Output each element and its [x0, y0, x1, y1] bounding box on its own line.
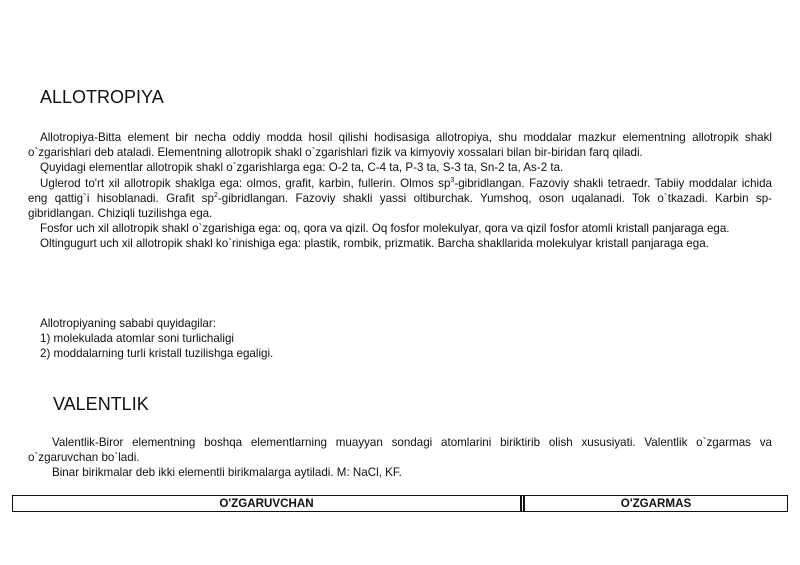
list-item: 1) molekulada atomlar soni turlichaligi: [40, 332, 234, 346]
section-heading-valentlik: VALENTLIK: [53, 394, 149, 414]
paragraph: Binar birikmalar deb ikki elementli birikmalarga aytiladi. M: NaCl, KF.: [52, 466, 402, 480]
allotropiya-body: [28, 130, 772, 252]
text-run: -gibridlangan. Fazoviy shakli yassi oltiburchak. Yumshoq, oson uqalanadi. Tok o`tkazadi. Karbin sp-gibridlangan. Chiziqli tuzilishga ega.: [28, 191, 773, 221]
allotropiya-reasons: [28, 316, 772, 362]
paragraph: Allotropiya-Bitta element bir necha oddiy modda hosil qilishi hodisasiga allotropiya, shu moddalar mazkur elementning allotropik shakl o`zgarishlari deb ataladi. Elementning allotropik shakl o`zgarishlari fizik va kimyoviy xossalari bilan bir-biridan farq qiladi.: [28, 131, 772, 160]
paragraph: Valentlik-Biror elementning boshqa elementlarning muayyan sondagi atomlarini biriktirib olish xususiyati. Valentlik o`zgarmas va o`zgaruvchan bo`ladi.: [28, 436, 772, 465]
paragraph-uglerod: [28, 176, 772, 222]
reasons-title: Allotropiyaning sababi quyidagilar:: [40, 317, 216, 330]
text-run: Uglerod to'rt xil allotropik shaklga ega: olmos, grafit, karbin, fullerin. Olmos sp: [40, 176, 451, 190]
list-item: 2) moddalarning turli kristall tuzilishga egaligi.: [40, 347, 274, 361]
superscript: 2: [214, 191, 218, 199]
valentlik-body: [28, 435, 772, 481]
paragraph: Fosfor uch xil allotropik shakl o`zgarishiga ega: oq, qora va qizil. Oq fosfor molekulyar, qora va qizil fosfor atomli kristall panjaraga ega.: [40, 222, 730, 236]
paragraph: Oltingugurt uch xil allotropik shakl ko`rinishiga ega: plastik, rombik, prizmatik. Barcha shakllarida molekulyar kristall panjaraga ega.: [40, 237, 709, 251]
paragraph: Quyidagi elementlar allotropik shakl o`zgarishlarga ega: O-2 ta, C-4 ta, P-3 ta, S-3 ta, Sn-2 ta, As-2 ta.: [40, 161, 564, 175]
table-header-cell-ozgaruvchan: O'ZGARUVCHAN: [12, 495, 521, 512]
table-header-cell-ozgarmas: O'ZGARMAS: [524, 495, 788, 512]
superscript: 3: [450, 176, 455, 184]
section-heading-allotropiya: ALLOTROPIYA: [40, 87, 164, 107]
valence-table-header: [12, 495, 788, 512]
text-run: -gibridlangan. Fazoviy shakli tetraedr. Tabiiy moddalar ichida eng qattig`i hisoblanadi. Grafit sp: [28, 176, 772, 205]
